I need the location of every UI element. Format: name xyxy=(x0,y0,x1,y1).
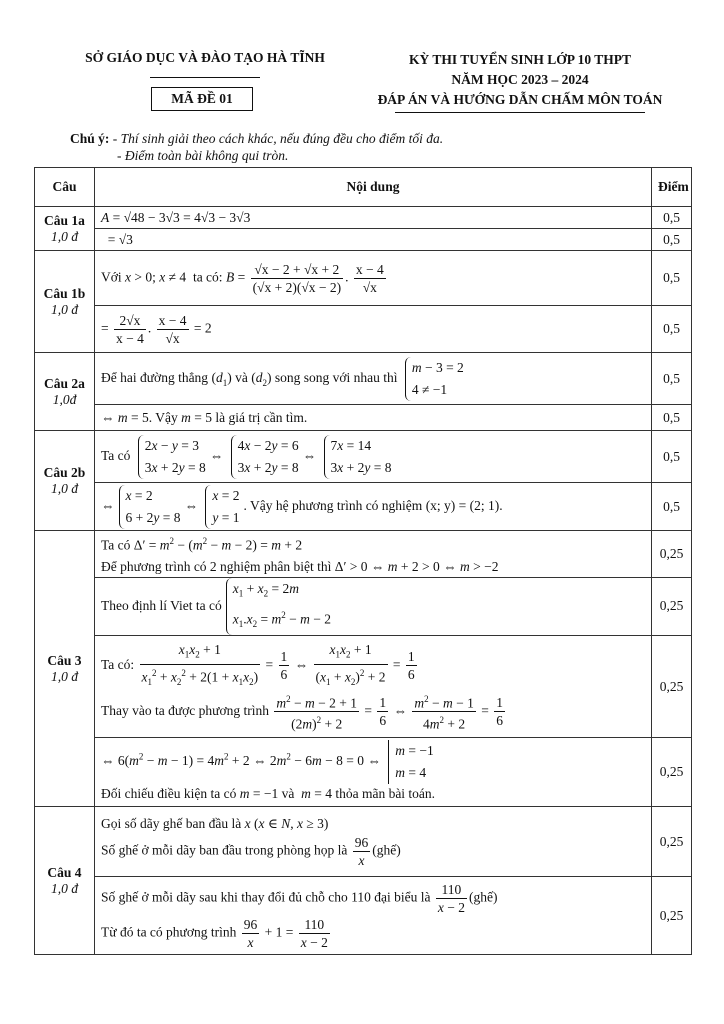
exam-title-underline xyxy=(395,112,645,113)
col-question-header: Câu xyxy=(35,168,95,207)
table-row xyxy=(35,577,692,636)
table-row xyxy=(35,306,692,353)
table-row xyxy=(35,431,692,483)
col-content-header: Nội dung xyxy=(95,168,652,207)
question-3: Câu 3 1,0 đ xyxy=(35,531,95,807)
q1a-step-2: = √3 xyxy=(95,229,652,251)
score: 0,25 xyxy=(652,877,692,955)
q3-step-3: Ta có: $\frac{x_1x_2 + 1}{x_1^2 + x_2^2 + 2(1 + x_1x_2)}$ = $\frac{1}{6}$ ⇔ $\frac{x_1x_2 + 1}{(x_1 + x_2)^2 + 2}$ = $\frac{1}{6}$ Thay vào ta được phương trình $\frac{m^2 - m - 2 + 1}{(2m)^2 + 2}$ = $\frac{1}{6}$ ⇔ $\frac{m^2 - m - 1}{4m^2 + 2}$ = $\frac{1}{6}$ xyxy=(95,636,652,738)
question-2b: Câu 2b 1,0 đ xyxy=(35,431,95,531)
score: 0,25 xyxy=(652,807,692,877)
q3-step-1: Ta có $\Delta' = m^2 - (m^2 - m - 2) = m + 2$ Để phương trình có 2 nghiệm phân biệt thì Δ′ > 0 ⇔ m + 2 > 0 ⇔ m > −2 xyxy=(95,531,652,578)
q3-step-2: Theo định lí Viet ta cóx$_1$ + $x_2 = 2m$ $x_1.x_2 = m^2 - m - 2$ xyxy=(95,577,652,636)
title-underline xyxy=(150,77,260,78)
question-1a: Câu 1a 1,0 đ xyxy=(35,207,95,251)
table-row xyxy=(35,229,692,251)
q2b-step-2: ⇔x = 2 6 + 2y = 8⇔ x = 2 y = 1. Vậy hệ phương trình có nghiệm (x; y) = (2; 1). xyxy=(95,483,652,531)
score: 0,5 xyxy=(652,405,692,431)
table-row xyxy=(35,531,692,578)
score: 0,25 xyxy=(652,738,692,807)
table-row xyxy=(35,483,692,531)
table-header-row xyxy=(35,168,692,207)
score: 0,5 xyxy=(652,431,692,483)
score: 0,5 xyxy=(652,229,692,251)
table-row xyxy=(35,405,692,431)
table-row xyxy=(35,353,692,405)
question-1b: Câu 1b 1,0 đ xyxy=(35,251,95,353)
question-4: Câu 4 1,0 đ xyxy=(35,807,95,955)
table-row xyxy=(35,877,692,955)
note-line-1: - Thí sinh giải theo cách khác, nếu đúng đều cho điểm tối đa. xyxy=(112,131,444,146)
q1b-step-2: = $\frac{2√x}{x - 4}$ . $\frac{x - 4}{√x}$ = 2 xyxy=(95,306,652,353)
department-title: SỞ GIÁO DỤC VÀ ĐÀO TẠO HÀ TĨNH xyxy=(60,50,350,82)
table-row xyxy=(35,738,692,807)
note-line-2: - Điểm toàn bài không qui tròn. xyxy=(117,148,289,163)
question-2a: Câu 2a 1,0đ xyxy=(35,353,95,431)
q3-step-4: ⇔ $6(m^2 - m - 1) = 4m^2 + 2$ ⇔ $2m^2 - 6m - 8 = 0$ ⇔ m = −1 m = 4 Đối chiếu điều kiện ta có m = −1 và m = 4 thỏa mãn bài toán. xyxy=(95,738,652,807)
exam-code-box: MÃ ĐỀ 01 xyxy=(151,87,253,111)
q2b-step-1: Ta có 2x − y = 3 3x + 2y = 8⇔ 4x − 2y = 6 3x + 2y = 8⇔ 7x = 14 3x + 2y = 8 xyxy=(95,431,652,483)
table-row xyxy=(35,807,692,877)
q2a-step-1: Để hai đường thẳng $(d_1)$ và $(d_2)$ song song với nhau thì m − 3 = 2 4 ≠ −1 xyxy=(95,353,652,405)
table-row xyxy=(35,636,692,738)
score: 0,5 xyxy=(652,251,692,306)
exam-title: KỲ THI TUYỂN SINH LỚP 10 THPT NĂM HỌC 2023 – 2024 ĐÁP ÁN VÀ HƯỚNG DẪN CHẤM MÔN TOÁN xyxy=(355,50,685,113)
q1a-step-1: A = √48 − 3√3 = 4√3 − 3√3 xyxy=(95,207,652,229)
answer-table xyxy=(34,167,692,955)
note-block xyxy=(70,130,443,164)
score: 0,25 xyxy=(652,636,692,738)
table-row xyxy=(35,251,692,306)
q1b-step-1: Với x > 0; x ≠ 4 ta có: B = $\frac{√x - 2 + √x + 2}{(√x + 2)(√x - 2)}$ . $\frac{x - 4}{√x}$ xyxy=(95,251,652,306)
score: 0,5 xyxy=(652,353,692,405)
col-score-header: Điểm xyxy=(652,168,692,207)
table-row xyxy=(35,207,692,229)
q4-step-2: Số ghế ở mỗi dãy sau khi thay đổi đủ chỗ cho 110 đại biểu là $\frac{110}{x - 2}$ (ghế) Từ đó ta có phương trình $\frac{96}{x}$ + 1 = $\frac{110}{x - 2}$ xyxy=(95,877,652,955)
note-label: Chú ý: xyxy=(70,131,110,146)
score: 0,5 xyxy=(652,483,692,531)
score: 0,25 xyxy=(652,577,692,636)
score: 0,25 xyxy=(652,531,692,578)
q2a-step-2: ⇔ m = 5. Vậy m = 5 là giá trị cần tìm. xyxy=(95,405,652,431)
q4-step-1: Gọi số dãy ghế ban đầu là x (x ∈ N, x ≥ 3) Số ghế ở mỗi dãy ban đầu trong phòng họp là $\frac{96}{x}$ (ghế) xyxy=(95,807,652,877)
score: 0,5 xyxy=(652,306,692,353)
score: 0,5 xyxy=(652,207,692,229)
